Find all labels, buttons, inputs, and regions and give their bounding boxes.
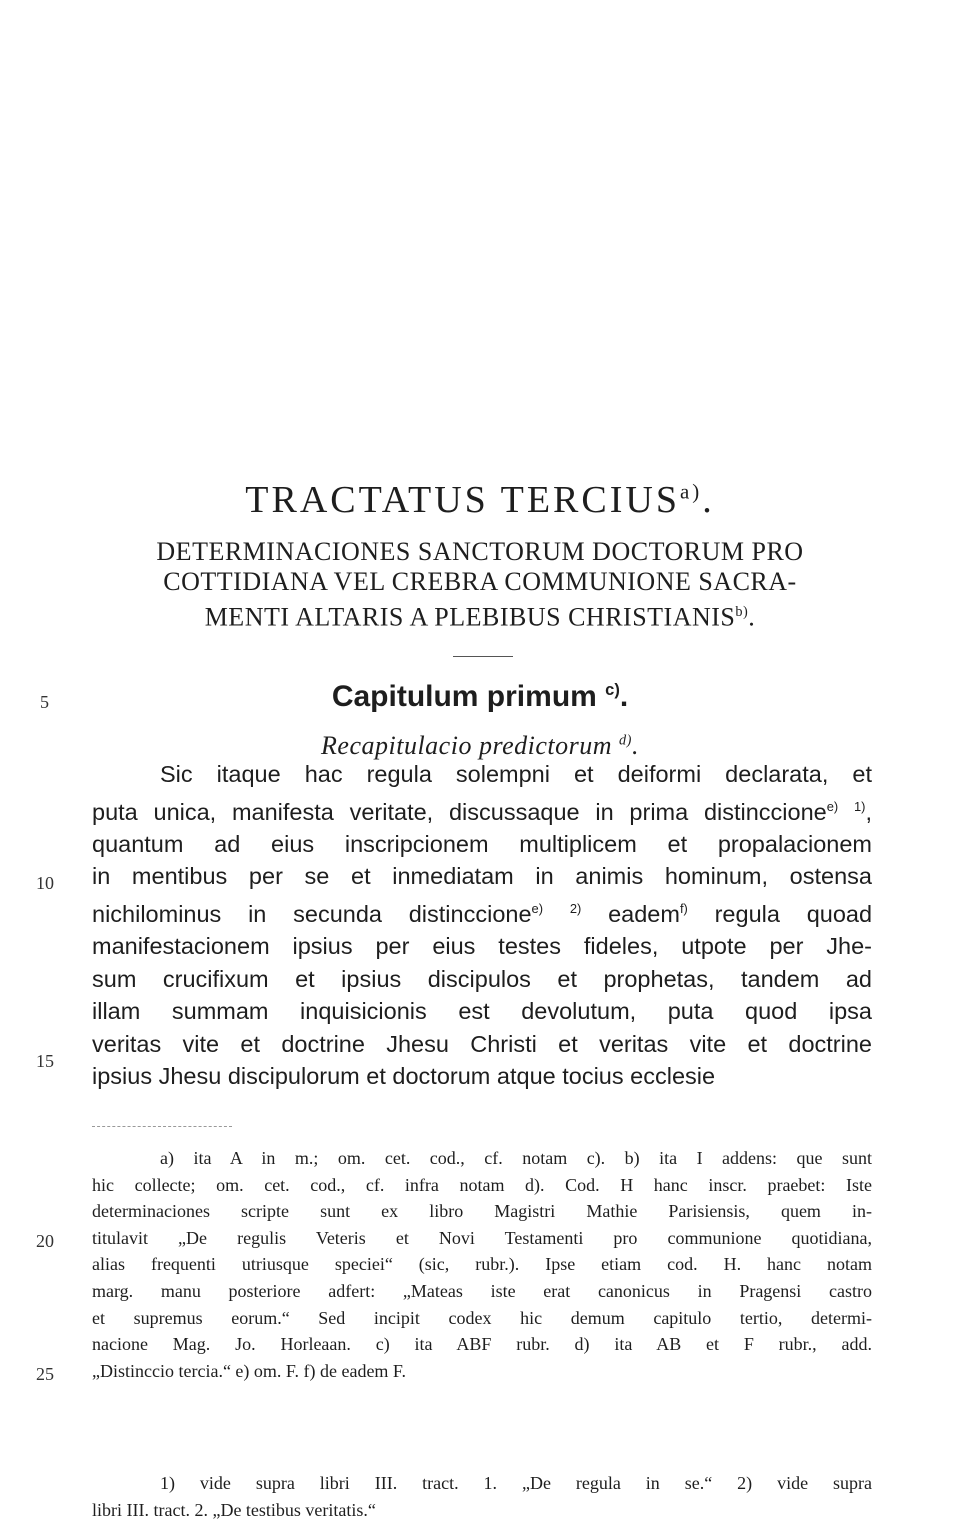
chapter-subheading: Recapitulacio predictorum $^{d)}$. [321,731,639,760]
body-line: puta unica, manifesta veritate, discussaque in prima distinccione$^{e)}$ $^{1)}$, [92,798,872,825]
footnote-line: libri III. tract. 2. „De testibus veritatis.“ [92,1499,376,1520]
body-line-text: puta unica, manifesta veritate, discussaque in prima distinccione [92,798,827,825]
body-line: Sic itaque hac regula solempni et deiformi declarata, et [160,761,872,787]
chapter-subheading-mark: d) [619,732,632,749]
treatise-subtitle [0,537,960,633]
main-text [92,758,872,1093]
chapter-subheading-text: Recapitulacio predictorum [321,731,613,760]
line-number-5: 5 [40,692,49,712]
note-line: et supremus eorum.“ Sed incipit codex hic demum capitulo tertio, determi- [92,1307,872,1328]
body-line: ipsius Jhesu discipulorum et doctorum atque tocius ecclesie [92,1063,716,1090]
body-line: manifestacionem ipsius per eius testes fideles, utpote per Jhe- [92,933,872,960]
footnote-mark: 1) [853,798,866,814]
subtitle-line-2: COTTIDIANA VEL CREBRA COMMUNIONE SACRA- [163,567,797,596]
chapter-heading-text: Capitulum primum [331,680,597,713]
note-line: titulavit „De regulis Veteris et Novi Testamenti pro communione quotidiana, [92,1227,872,1248]
subtitle-mark: b) [735,604,749,620]
note-mark: e) [826,798,839,814]
note-line: nacione Mag. Jo. Horleaan. c) ita ABF rubr. d) ita AB et F rubr., add. [92,1334,872,1355]
title-divider [453,656,513,657]
treatise-title-text: TRACTATUS TERCIUS [245,479,680,521]
chapter-heading: Capitulum primum $^{c)}$. [331,680,629,713]
note-line: a) ita A in m.; om. cet. cod., cf. notam c). b) ita I addens: que sunt [160,1148,872,1168]
line-number-15: 15 [36,1051,54,1071]
line-number-10: 10 [36,873,54,893]
body-line: veritas vite et doctrine Jhesu Christi et veritas vite et doctrine [92,1030,872,1057]
footnote-mark: 2) [569,900,582,916]
line-number-20: 20 [36,1231,54,1251]
body-line [92,893,872,930]
critical-apparatus [92,1145,872,1384]
body-line-text: nichilominus in secunda distinccione [92,900,532,927]
treatise-title-mark: a) [679,479,703,504]
notes-divider [92,1126,232,1128]
body-line: in mentibus per se et inmediatam in animis hominum, ostensa [92,863,872,890]
note-mark: e) [531,900,544,916]
note-line: alias frequenti utriusque speciei“ (sic, rubr.). Ipse etiam cod. H. hanc notam [92,1254,872,1275]
note-line: „Distinccio tercia.“ e) om. F. f) de eadem F. [92,1360,406,1381]
subtitle-line-1: DETERMINACIONES SANCTORUM DOCTORUM PRO [156,537,804,566]
note-line: determinaciones scripte sunt ex libro Magistri Mathie Parisiensis, quem in- [92,1201,872,1222]
subtitle-line-3: MENTI ALTARIS A PLEBIBUS CHRISTIANIS$^{b)}$. [204,602,756,632]
body-line: quantum ad eius inscripcionem multiplicem et propalacionem [92,830,872,857]
treatise-title: TRACTATUS TERCIUS$^{a)}$. [245,479,715,521]
note-line: hic collecte; om. cet. cod., cf. infra notam d). Cod. H hanc inscr. praebet: Iste [92,1174,872,1195]
note-line: marg. manu posteriore adfert: „Mateas iste erat canonicus in Pragensi castro [92,1280,872,1301]
note-mark: f) [679,900,688,916]
subtitle-line-3-text: MENTI ALTARIS A PLEBIBUS CHRISTIANIS [204,602,736,632]
source-footnotes [92,1470,872,1523]
body-word: eadem [608,900,680,927]
body-line: illam summam inquisicionis est devolutum, puta quod ipsa [92,998,872,1025]
chapter-heading-mark: c) [605,681,620,699]
body-line: sum crucifixum et ipsius discipulos et prophetas, tandem ad [92,965,872,992]
line-number-25: 25 [36,1364,54,1384]
footnote-line: 1) vide supra libri III. tract. 1. „De regula in se.“ 2) vide supra [160,1473,872,1493]
body-line-rest: regula quoad [714,900,873,927]
